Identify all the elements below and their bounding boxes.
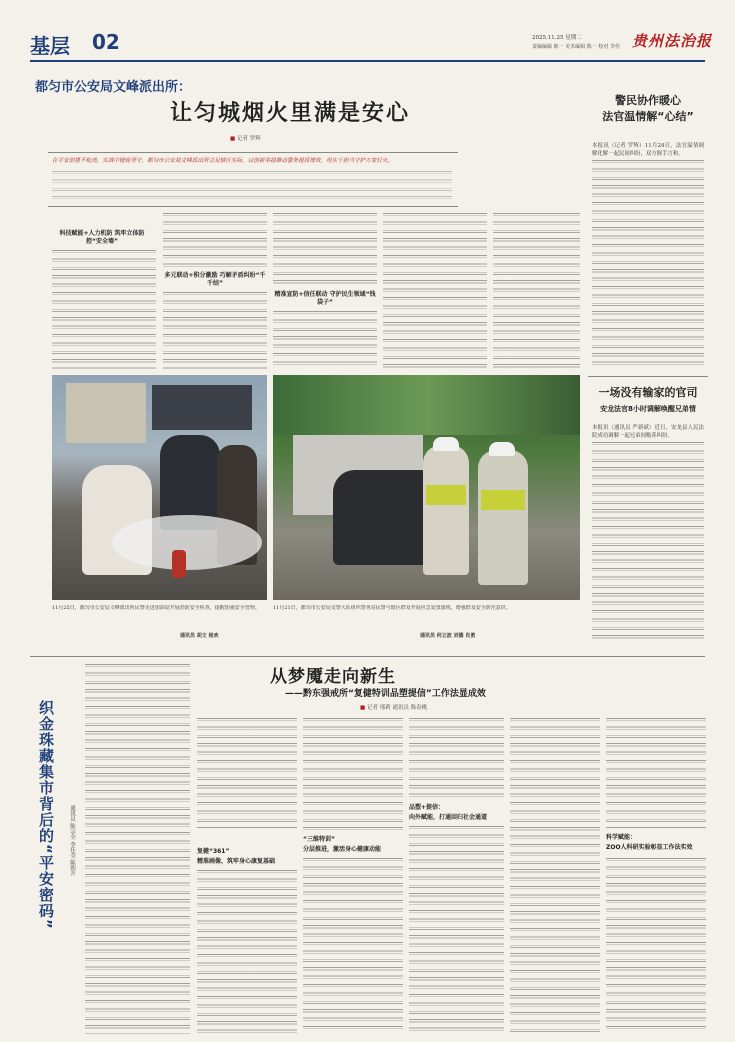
- bottom-col3-b: [409, 826, 504, 1034]
- bottom-sub3: 品塑+提信：: [409, 804, 445, 811]
- vertical-credit-text: 通讯员 陈宗全 李佳莹 陈朝升: [69, 805, 75, 877]
- main-byline-text: 记者 罗辉: [236, 136, 261, 142]
- main-lead-lines: [52, 171, 452, 199]
- section-divider: [30, 656, 705, 657]
- paper-logo: 贵州法治报: [632, 32, 713, 50]
- bottom-sub4b: ZOO人科研实验彰显工作法实效: [606, 844, 693, 851]
- main-lead-bottom-rule: [48, 206, 458, 207]
- credit-right: 通讯员 何立波 刘德 肖勇: [420, 633, 476, 639]
- main-sub2: 多元联动+积分激励 巧解矛盾纠纷“千千结”: [164, 272, 266, 287]
- caption-left: 11月25日，都匀市公安局文峰派出所民警走进加油站开展消防安全检查，提醒加强安全管理。: [52, 605, 260, 611]
- bottom-col2: [303, 718, 403, 830]
- main-col2-top: [163, 213, 267, 269]
- page-number: 02: [92, 30, 120, 54]
- bottom-sub3b: 向外赋能，打通回归社会通道: [409, 814, 488, 821]
- right-story1-lines: [592, 160, 704, 370]
- vertical-col1: [85, 664, 190, 1034]
- right-story2-title: 一场没有输家的官司: [598, 386, 698, 399]
- vertical-story-title: [36, 700, 62, 1000]
- masthead: [0, 0, 735, 62]
- bottom-sub4: 科学赋能：: [606, 834, 637, 841]
- right-story2-byline: 本报讯（通讯员 严新斌）近日，安龙县人民法院成功调解一起兄弟间赡养纠纷。: [592, 425, 704, 440]
- bottom-sub1b: 精准画像，筑牢身心康复基础: [197, 858, 276, 865]
- main-col3-mid: [273, 311, 377, 370]
- bottom-col3: [409, 718, 504, 800]
- right-story1-title1: 警民协作暖心: [615, 94, 681, 107]
- main-sub3: 精准宣防+信任联动 守护民生领域“钱袋子”: [274, 291, 376, 306]
- pen-icon: ■: [360, 705, 366, 711]
- right-story1-title2: 法官温情解“心结”: [602, 110, 694, 123]
- main-byline: [230, 134, 261, 142]
- bottom-col4: [510, 718, 600, 1034]
- main-col3-top: [273, 213, 377, 288]
- main-col4-top: [383, 213, 487, 370]
- bottom-col1: [197, 718, 297, 828]
- vertical-story-credit: [68, 805, 80, 925]
- photo-left-fire-drill: [52, 375, 267, 600]
- bottom-col5-b: [606, 858, 706, 1034]
- main-sub1: 科技赋能+人力机防 筑牢立体防控“安全墙”: [59, 230, 145, 245]
- vertical-title-text: 织金珠藏集市背后的“平安密码”: [37, 700, 55, 930]
- caption-right: 11月21日，都匀市公安局交警大队组织警务站民警与辖区群众开展应急处置演练，增强群众安全防范意识。: [273, 605, 511, 611]
- photo-right-traffic-police: [273, 375, 580, 600]
- right-story2-rule: [588, 376, 708, 377]
- bottom-sub2b: 分层推进，激活身心健康动能: [303, 846, 382, 853]
- main-col2-mid: [163, 292, 267, 370]
- main-title: 让匀城烟火里满是安心: [169, 101, 410, 126]
- main-col1-top: [52, 250, 156, 370]
- bottom-col1-b: [197, 870, 297, 1034]
- pen-icon: ■: [230, 136, 236, 142]
- right-story1-byline: 本报讯（记者 罗辉）11月24日，法官温情调解化解一起民间纠纷，双方握手言和。: [592, 143, 704, 158]
- main-lead: 在平安创建不松劲，实战中锤炼坚守，都匀市公安局文峰派出所立足辖区实际，以创新举措推动警务提质增效，用实干担当守护万家灯火。: [52, 158, 394, 164]
- bottom-sub2: “三维特训”: [303, 836, 335, 843]
- main-kicker: 都匀市公安局文峰派出所：: [35, 80, 192, 95]
- bottom-subtitle: ——黔东强戒所“复健特训品塑提信”工作法显成效: [285, 689, 486, 699]
- section-title: 基层: [30, 34, 70, 58]
- main-col5-top: [493, 213, 580, 370]
- credit-left: 通讯员 胡文 杨欢: [180, 633, 219, 639]
- right-story2-subtitle: 安龙法官8小时调解唤醒兄弟情: [600, 405, 696, 413]
- main-lead-top-rule: [48, 152, 458, 153]
- right-story1-box: [588, 92, 708, 122]
- bottom-title: 从梦魇走向新生: [270, 667, 396, 687]
- right-story2-lines: [592, 442, 704, 642]
- bottom-byline-text: 记者 邢莉 通讯员 陈春桃: [366, 705, 428, 711]
- bottom-col2-b: [303, 858, 403, 1034]
- bottom-col5: [606, 718, 706, 828]
- editor-line: 责编编辑 陈一 美术编辑 陈一 校对 李佳: [532, 44, 620, 50]
- date-line: 2025.11.25 星期二: [532, 35, 582, 41]
- masthead-rule: [30, 60, 705, 62]
- bottom-sub1: 复健“361”: [197, 848, 230, 855]
- bottom-byline: [360, 703, 427, 711]
